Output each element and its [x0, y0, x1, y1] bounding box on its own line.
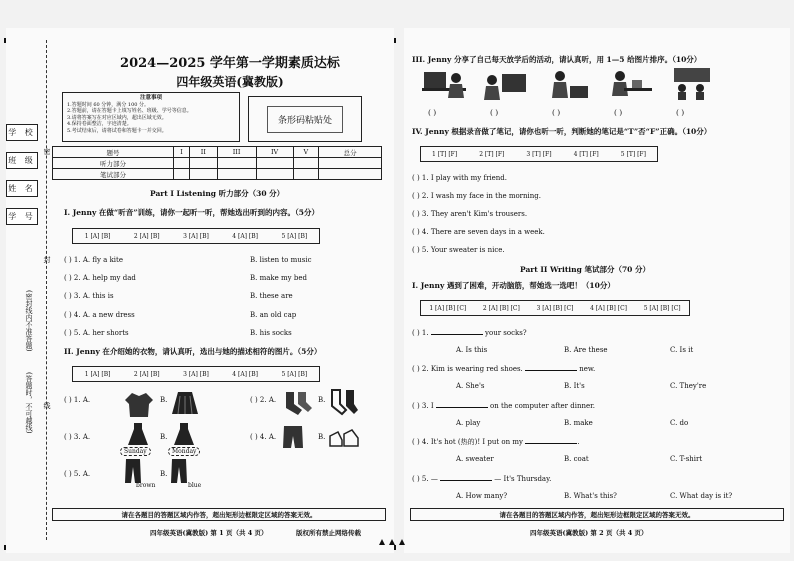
seal-char: 线	[43, 402, 51, 409]
w1-option: C. do	[670, 419, 689, 427]
q2-answer-box	[72, 366, 320, 382]
exam-subtitle: 四年级英语(冀教版)	[176, 75, 284, 89]
q1-item-b: B. an old cap	[250, 311, 297, 319]
order-blank[interactable]: ( )	[552, 108, 561, 117]
w1-option: B. Are these	[564, 346, 608, 354]
triangle-marks	[378, 538, 408, 546]
score-cell[interactable]	[319, 169, 382, 180]
score-cell[interactable]	[256, 169, 293, 180]
q2-title: II. Jenny 在介绍她的衣物，请认真听，选出与她的描述相符的图片。（5分）	[64, 347, 322, 356]
w1-option: C. T-shirt	[670, 455, 703, 463]
q4-item: ( ) 4. There are seven days in a week.	[412, 228, 545, 236]
tv-activity-icon	[482, 68, 530, 102]
answer-choice[interactable]: 3 [A] [B]	[183, 232, 209, 240]
q1-item-a: ( ) 1. A. fly a kite	[64, 256, 124, 264]
answer-choice[interactable]: 5 [T] [F]	[620, 150, 646, 158]
answer-choice[interactable]: 5 [A] [B]	[281, 232, 308, 240]
score-cell[interactable]	[319, 158, 382, 169]
answer-choice[interactable]: 2 [A] [B]	[133, 232, 160, 240]
w1-question: ( ) 4. It's hot (热的)! I put on my .	[412, 438, 580, 446]
answer-choice[interactable]: 5 [A] [B] [C]	[643, 304, 681, 312]
q4-item: ( ) 3. They aren't Kim's trousers.	[412, 210, 528, 218]
q2-item-a: ( ) 3. A.	[64, 433, 91, 441]
score-header: I	[174, 147, 190, 158]
w1-answer-box	[420, 300, 690, 316]
score-header: II	[190, 147, 218, 158]
answer-choice[interactable]: 4 [A] [B] [C]	[590, 304, 628, 312]
q1-item-a: ( ) 4. A. a new dress	[64, 311, 135, 319]
q4-answer-box	[420, 146, 658, 162]
w1-option: C. They're	[670, 382, 707, 390]
answer-choice[interactable]: 3 [A] [B]	[183, 370, 209, 378]
q1-item-b: B. listen to music	[250, 256, 312, 264]
right-answer-warning: 请在各题目的答题区域内作答，超出矩形边框限定区域的答案无效。	[410, 508, 784, 521]
q2-item-a: ( ) 1. A.	[64, 396, 91, 404]
answer-choice[interactable]: 2 [A] [B] [C]	[482, 304, 520, 312]
w1-option: B. It's	[564, 382, 585, 390]
class-field[interactable]: 班 级	[6, 152, 38, 169]
q4-title: IV. Jenny 根据录音做了笔记，请你也听一听，判断她的笔记是“T”否“F”正确。（10分）	[412, 127, 712, 136]
trousers-icon	[124, 458, 142, 484]
dress-icon	[172, 422, 196, 446]
answer-choice[interactable]: 3 [T] [F]	[526, 150, 552, 158]
caption-monday: Monday	[168, 447, 200, 456]
socks-icon	[280, 390, 314, 416]
score-header: IV	[256, 147, 293, 158]
play-activity-icon	[668, 66, 716, 102]
w1-option: A. Is this	[456, 346, 488, 354]
answer-choice[interactable]: 5 [A] [B]	[281, 370, 308, 378]
homework-activity-icon	[606, 68, 654, 102]
q2-item-b: B.	[318, 396, 326, 404]
score-row-label: 听力部分	[53, 158, 174, 169]
notice-line: 2.答题前，请在答题卡上填写姓名、班级、学号等信息。	[67, 108, 192, 114]
order-blank[interactable]: ( )	[676, 108, 685, 117]
caption-sunday: Sunday	[120, 447, 151, 456]
w1-option: C. Is it	[670, 346, 694, 354]
barcode-label: 条形码粘贴处	[267, 106, 343, 133]
jacket-icon	[124, 390, 154, 418]
barcode-area	[248, 96, 362, 142]
w1-option: B. make	[564, 419, 593, 427]
shoes-icon	[328, 426, 360, 448]
q2-item-b: B.	[318, 433, 326, 441]
q1-item-a: ( ) 3. A. this is	[64, 292, 114, 300]
answer-choice[interactable]: 3 [A] [B] [C]	[536, 304, 574, 312]
answer-choice[interactable]: 2 [T] [F]	[479, 150, 505, 158]
order-blank[interactable]: ( )	[490, 108, 499, 117]
left-page-number: 四年级英语(冀教版) 第 1 页（共 4 页）	[150, 529, 268, 537]
name-field[interactable]: 姓 名	[6, 180, 38, 197]
q2-item-b: B.	[160, 470, 168, 478]
seal-char: 密	[43, 148, 51, 155]
computer-activity-icon	[420, 68, 468, 102]
notice-line: 1.答题时间 60 分钟，满分 100 分。	[67, 101, 150, 108]
w1-question: ( ) 3. I on the computer after dinner.	[412, 402, 595, 410]
score-header: 题号	[53, 147, 174, 158]
order-blank[interactable]: ( )	[614, 108, 623, 117]
w1-question: ( ) 1. your socks?	[412, 329, 527, 337]
score-cell[interactable]	[174, 158, 190, 169]
q1-item-b: B. these are	[250, 292, 293, 300]
notice-box	[62, 92, 240, 142]
dress-icon	[126, 422, 150, 446]
score-cell[interactable]	[293, 169, 319, 180]
answer-choice[interactable]: 1 [A] [B] [C]	[429, 304, 467, 312]
score-cell[interactable]	[190, 169, 218, 180]
q4-item: ( ) 5. Your sweater is nice.	[412, 246, 505, 254]
seal-note: (密封线内不准答题)	[25, 290, 33, 352]
score-cell[interactable]	[293, 158, 319, 169]
shorts-icon	[282, 424, 304, 450]
socks-icon	[328, 388, 360, 416]
score-header: III	[217, 147, 256, 158]
cooking-activity-icon	[544, 68, 592, 102]
notice-title: 注意事项	[139, 95, 162, 101]
answer-choice[interactable]: 1 [A] [B]	[84, 232, 111, 240]
exam-title: 2024—2025 学年第一学期素质达标	[120, 56, 340, 71]
q4-item: ( ) 1. I play with my friend.	[412, 174, 508, 182]
q4-item: ( ) 2. I wash my face in the morning.	[412, 192, 541, 200]
notice-line: 5.考试结束后，请将试卷和答题卡一并交回。	[67, 127, 167, 134]
trousers-icon	[170, 458, 188, 484]
score-cell[interactable]	[256, 158, 293, 169]
w1-option: A. sweater	[456, 455, 494, 463]
answer-choice[interactable]: 2 [A] [B]	[133, 370, 160, 378]
w1-option: A. How many?	[456, 492, 508, 500]
q2-item-b: B.	[160, 396, 168, 404]
answer-choice[interactable]: 4 [A] [B]	[232, 232, 259, 240]
score-header: V	[293, 147, 319, 158]
binding-line	[46, 40, 47, 540]
score-row-label: 笔试部分	[53, 169, 174, 180]
caption-brown: brown	[136, 482, 156, 489]
q2-item-a: ( ) 4. A.	[250, 433, 277, 441]
q2-item-a: ( ) 5. A.	[64, 470, 91, 478]
school-field[interactable]: 学 校	[6, 124, 38, 141]
w1-option: B. What's this?	[564, 492, 617, 500]
q1-item-b: B. his socks	[250, 329, 292, 337]
score-table	[52, 146, 382, 180]
seal-note: (答题时，不可越线)	[25, 372, 33, 434]
score-cell[interactable]	[217, 158, 256, 169]
w1-option: A. play	[456, 419, 481, 427]
q3-title: III. Jenny 分享了自己每天放学后的活动，请认真听，用 1—5 给图片排序。（10分）	[412, 55, 702, 64]
order-blank[interactable]: ( )	[428, 108, 437, 117]
w1-title: I. Jenny 遇到了困难，开动脑筋，帮她选一选吧！（10分）	[412, 281, 615, 290]
seal-char: 封	[43, 256, 51, 263]
q2-item-a: ( ) 2. A.	[250, 396, 277, 404]
score-cell[interactable]	[217, 169, 256, 180]
left-answer-warning: 请在各题目的答题区域内作答，超出矩形边框限定区域的答案无效。	[52, 508, 386, 521]
notice-line: 3.请将答案写在对应区域内，超出区域无效。	[67, 114, 167, 121]
q1-answer-box	[72, 228, 320, 244]
score-header: 总分	[319, 147, 382, 158]
answer-choice[interactable]: 1 [A] [B]	[84, 370, 111, 378]
answer-choice[interactable]: 1 [T] [F]	[432, 150, 458, 158]
q1-item-a: ( ) 5. A. her shorts	[64, 329, 129, 337]
score-cell[interactable]	[190, 158, 218, 169]
notice-line: 4.保持卷面整洁，字迹清楚。	[67, 121, 132, 127]
part2-title: Part II Writing 笔试部分（70 分）	[520, 265, 651, 274]
answer-choice[interactable]: 4 [T] [F]	[573, 150, 599, 158]
q2-item-b: B.	[160, 433, 168, 441]
right-page-number: 四年级英语(冀教版) 第 2 页（共 4 页）	[530, 529, 648, 537]
answer-choice[interactable]: 4 [A] [B]	[232, 370, 259, 378]
w1-option: B. coat	[564, 455, 589, 463]
q1-title: I. Jenny 在做“听音”训练，请你一起听一听，帮她选出听到的内容。（5分）	[64, 208, 320, 217]
w1-option: C. What day is it?	[670, 492, 733, 500]
w1-option: A. She's	[456, 382, 485, 390]
q1-item-b: B. make my bed	[250, 274, 307, 282]
score-cell[interactable]	[174, 169, 190, 180]
copyright-notice: 版权所有禁止网络传载	[296, 529, 361, 537]
student-id-field[interactable]: 学 号	[6, 208, 38, 225]
w1-question: ( ) 5. — — It's Thursday.	[412, 475, 552, 483]
skirt-icon	[170, 390, 200, 416]
w1-question: ( ) 2. Kim is wearing red shoes. new.	[412, 365, 596, 373]
q1-item-a: ( ) 2. A. help my dad	[64, 274, 136, 282]
part1-title: Part I Listening 听力部分（30 分）	[150, 189, 285, 198]
caption-blue: blue	[188, 482, 202, 489]
